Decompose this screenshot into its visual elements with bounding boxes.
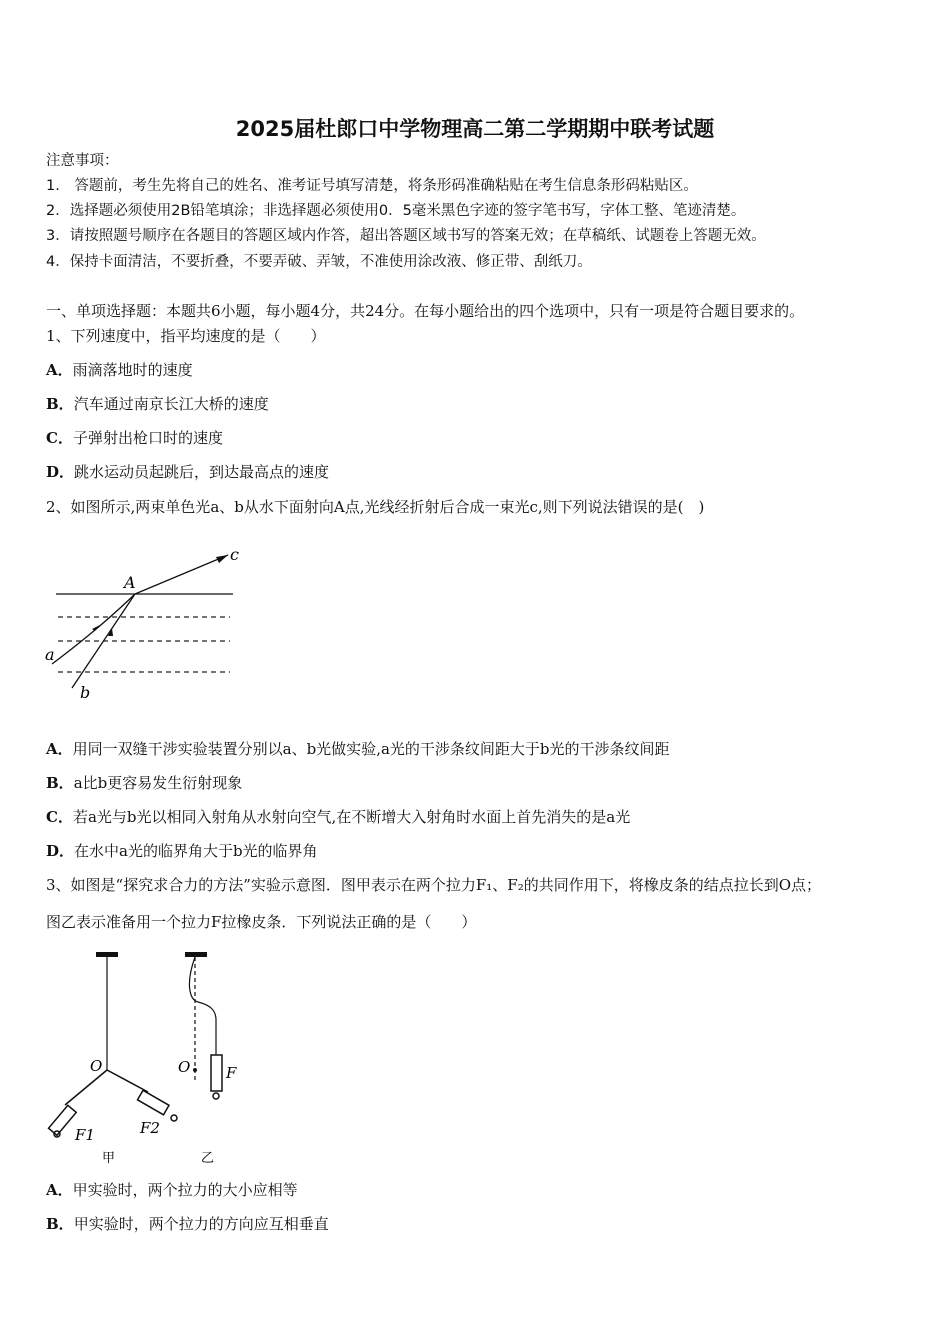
option-text: 甲实验时，两个拉力的大小应相等 [72, 1181, 298, 1199]
F-label: F [226, 1064, 237, 1082]
point-A-label: A [124, 573, 136, 592]
ray-a-label: a [45, 645, 55, 664]
ray-c-label: c [230, 545, 239, 564]
ray-b-label: b [80, 683, 91, 702]
option-key: D． [46, 463, 75, 481]
option-key: B． [46, 774, 74, 792]
point-O-label-2: O [178, 1058, 191, 1076]
figure-yi-label: 乙 [201, 1151, 215, 1166]
option [46, 462, 329, 482]
option-text: 子弹射出枪口时的速度 [72, 429, 223, 447]
option-key: A． [46, 1181, 73, 1199]
option [46, 773, 242, 793]
option-text: 汽车通过南京长江大桥的速度 [73, 395, 269, 413]
page-title: 2025届杜郎口中学物理高二第二学期期中联考试题 [235, 117, 715, 141]
option-text: 若a光与b光以相同入射角从水射向空气,在不断增大入射角时水面上首先消失的是a光 [72, 808, 631, 826]
option-key: A． [46, 740, 73, 758]
force-experiment-figure [40, 940, 260, 1170]
note-item: 4．保持卡面清洁，不要折叠，不要弄破、弄皱，不准使用涂改液、修正带、刮纸刀。 [46, 254, 592, 270]
question-stem-cont: 图乙表示准备用一个拉力F拉橡皮条．下列说法正确的是（ ） [46, 913, 477, 931]
section-heading: 一、单项选择题：本题共6小题，每小题4分，共24分。在每小题给出的四个选项中，只有一项是符合题目要求的。 [46, 302, 805, 320]
option [46, 841, 318, 861]
option-text: 用同一双缝干涉实验装置分别以a、b光做实验,a光的干涉条纹间距大于b光的干涉条纹间距 [72, 740, 670, 758]
F2-label: F2 [140, 1119, 160, 1137]
option [46, 739, 670, 759]
question-stem: 3、如图是“探究求合力的方法”实验示意图．图甲表示在两个拉力F₁、F₂的共同作用下，将橡皮条的结点拉长到O点； [46, 876, 822, 894]
option [46, 807, 630, 827]
option-key: B． [46, 1215, 74, 1233]
note-item: 3．请按照题号顺序在各题目的答题区域内作答，超出答题区域书写的答案无效；在草稿纸、试题卷上答题无效。 [46, 228, 766, 244]
option-key: B． [46, 395, 74, 413]
option [46, 394, 269, 414]
option-key: D． [46, 842, 75, 860]
question-stem: 1、下列速度中，指平均速度的是（ ） [46, 327, 326, 345]
option-text: 甲实验时，两个拉力的方向应互相垂直 [73, 1215, 329, 1233]
notes-heading: 注意事项： [46, 153, 119, 169]
F1-label: F1 [75, 1126, 95, 1144]
question-stem: 2、如图所示,两束单色光a、b从水下面射向A点,光线经折射后合成一束光c,则下列说法错误的是( ) [46, 498, 705, 516]
option-text: 雨滴落地时的速度 [72, 361, 193, 379]
option [46, 360, 193, 380]
option-text: 在水中a光的临界角大于b光的临界角 [74, 842, 318, 860]
option-key: C． [46, 429, 73, 447]
figure-jia-label: 甲 [102, 1151, 116, 1166]
option [46, 1214, 329, 1234]
option [46, 428, 223, 448]
note-item: 1. 答题前，考生先将自己的姓名、准考证号填写清楚，将条形码准确粘贴在考生信息条形码粘贴区。 [46, 178, 698, 194]
option-text: 跳水运动员起跳后，到达最高点的速度 [74, 463, 330, 481]
option-key: C． [46, 808, 73, 826]
refraction-figure [40, 530, 260, 710]
option [46, 1180, 298, 1200]
point-O-label: O [90, 1057, 103, 1075]
option-key: A． [46, 361, 73, 379]
note-item: 2．选择题必须使用2B铅笔填涂；非选择题必须使用0．5毫米黑色字迹的签字笔书写，字体工整、笔迹清楚。 [46, 203, 746, 219]
option-text: a比b更容易发生衍射现象 [73, 774, 243, 792]
